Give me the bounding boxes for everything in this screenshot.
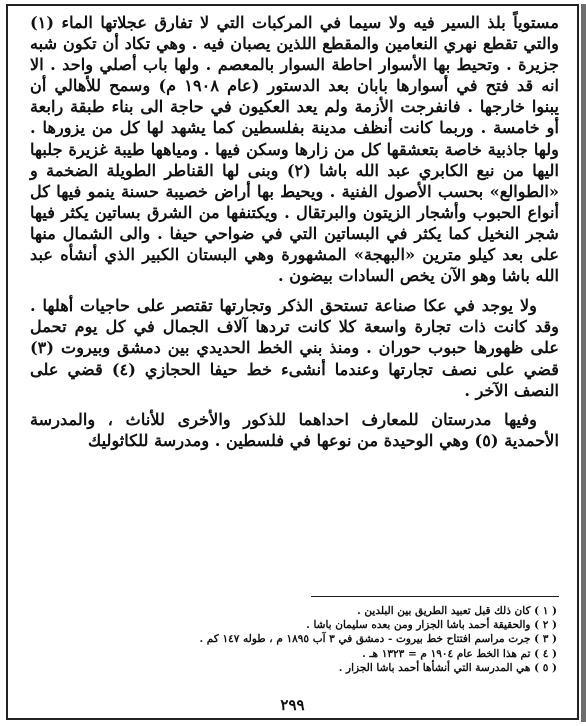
main-text — [30, 12, 559, 451]
footnote-5: ( ٥ ) هي المدرسة التي أنشأها أحمد باشا الجزار . — [338, 661, 557, 674]
footnote-3: ( ٣ ) جرت مراسم افتتاح خط بيروت - دمشق في ٣ آب ١٨٩٥ م ، طوله ١٤٧ كم . — [199, 633, 557, 646]
paragraph-3: وفيها مدرستان للمعارف احداهما للذكور والأخرى للأناث ، والمدرسة الأحمدية (٥) وهي الوحيدة من نوعها في فلسطين . ومدرسة للكاثوليك — [30, 409, 559, 450]
footnotes — [128, 604, 557, 675]
page-edge-shadow — [581, 4, 586, 722]
page-number: ٢٩٩ — [280, 696, 305, 714]
paragraph-2: ولا يوجد في عكا صناعة تستحق الذكر وتجارتها تقتصر على حاجيات أهلها . وقد كانت ذات تجارة واسعة كلا كانت تردها آلاف الجمال في كل يوم تحمل على ظهورها حبوب حوران . ومنذ بني الخط الحديدي بين دمشق وبيروت (٣) قضي على نصف تجارتها وعندما أنشىء خط حيفا الحجازي (٤) قضي على النصف الآخر . — [30, 296, 559, 400]
footnote-separator — [311, 596, 559, 597]
document-page — [6, 4, 579, 720]
footnote-1: ( ١ ) كان ذلك قبل تعبيد الطريق بين البلدين . — [357, 605, 557, 617]
footnote-4: ( ٤ ) تم هذا الخط عام ١٩٠٤ م = ١٣٢٣ هـ . — [362, 647, 557, 660]
footnote-2: ( ٢ ) والحقيقة أحمد باشا الجزار ومن بعده سليمان باشا . — [306, 619, 557, 632]
paragraph-1: مستوياً بلذ السير فيه ولا سيما في المركبات التي لا تفارق عجلاتها الماء (١) والتي تقطع نهري النعامين والمقطع اللذين يصبان فيه . وهي تكاد أن تكون شبه جزيرة . وتحيط بها الأسوار احاطة السوار بالمعصم . ولها باب أصلي واحد . الا انه قد فتح في أسوارها بابان بعد الدستور (عام ١٩٠٨ م) وسمح للأهالي أن يبنوا خارجها . فانفرجت الأزمة ولم يعد العكيون في حاجة الى بناء طبقة رابعة أو خامسة . وربما كانت أنظف مدينة بفلسطين كما يشهد لها كل من يزورها . ولها جاذبية خاصة بتعشقها كل من زارها وسكن فيها . ومياهها طيبة غزيرة جلبها اليها من نبع الكابري عبد الله باشا (٢) وبنى لها القناطر الطويلة الضخمة و «الطوالع» بحسب الأصول الفنية . ويحيط بها أراض خصيبة حسنة ينمو فيها كل أنواع الحبوب وأشجار الزيتون والبرتقال . ويكتنفها من الشرق بساتين يكثر فيها شجر النخيل كما يكثر في البساتين التي في ضواحي حيفا . والى الشمال منها على بعد كيلو مترين «البهجة» المشهورة وهي البستان الكبير الذي أنشأه عبد الله باشا وهو الآن يخص السادات بيضون . — [30, 13, 560, 286]
